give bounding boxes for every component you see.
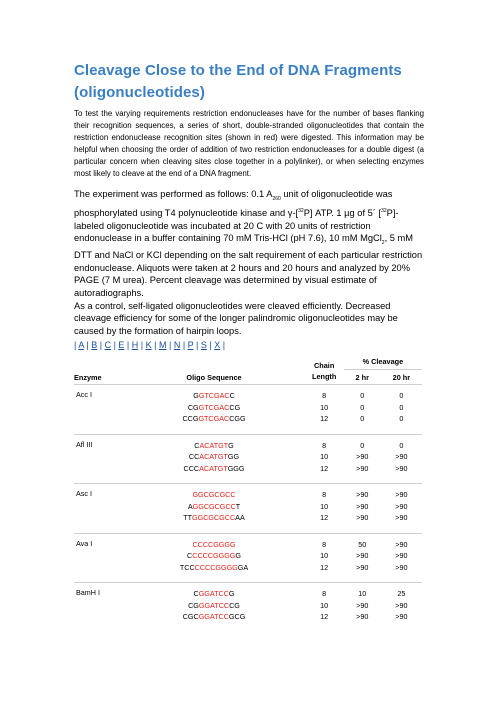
nav-link-e[interactable]: E: [118, 340, 125, 351]
flank-right: AA: [235, 513, 245, 523]
chain-length: 10: [320, 402, 329, 412]
nav-link-n[interactable]: N: [173, 340, 181, 351]
nav-separator: |: [220, 340, 226, 351]
experiment-sub-260: 260: [272, 195, 281, 202]
recognition-site: GGCGCGCC: [192, 513, 236, 523]
header-chain-length: [305, 355, 344, 385]
oligo-sequences: [123, 434, 304, 484]
enzyme-name: Acc I: [74, 385, 123, 435]
cleavage-2hr-cell: [344, 583, 381, 632]
cleavage-2hr: >90: [356, 490, 369, 500]
recognition-site: GTCGAC: [198, 414, 230, 424]
cleavage-20hr: >90: [395, 539, 408, 549]
recognition-site: ACATGT: [199, 452, 228, 462]
nav-separator: |: [97, 340, 105, 351]
recognition-site: CCCCGGGG: [192, 539, 236, 549]
oligo-sequence: [124, 550, 303, 562]
table-row: [74, 533, 422, 583]
flank-right: GGG: [227, 463, 245, 473]
cleavage-20hr-cell: [381, 385, 422, 435]
chain-length: 12: [320, 513, 329, 523]
chain-length-cell: [305, 484, 344, 534]
oligo-sequence: [124, 489, 303, 501]
recognition-site: CCCCGGGG: [192, 551, 236, 561]
nav-link-a[interactable]: A: [78, 340, 84, 351]
cleavage-20hr-cell: [381, 583, 422, 632]
enzyme-name: Ava I: [74, 533, 123, 583]
cleavage-2hr-cell: [344, 434, 381, 484]
chain-length: 10: [320, 501, 329, 511]
oligo-sequence: [124, 588, 303, 600]
oligo-sequence: [124, 402, 303, 414]
oligo-sequence: [124, 451, 303, 463]
cleavage-20hr: 0: [399, 414, 404, 424]
nav-separator: |: [193, 340, 201, 351]
chain-length-cell: [305, 434, 344, 484]
nav-separator: |: [180, 340, 188, 351]
cleavage-2hr: >90: [356, 600, 369, 610]
cleavage-2hr: >90: [356, 562, 369, 572]
table-row: [74, 484, 422, 534]
cleavage-2hr: >90: [356, 463, 369, 473]
recognition-site: CCCCGGGG: [194, 562, 238, 572]
cleavage-20hr: >90: [395, 562, 408, 572]
chain-length-cell: [305, 583, 344, 632]
cleavage-2hr-cell: [344, 533, 381, 583]
cleavage-2hr: >90: [356, 501, 369, 511]
cleavage-2hr: 10: [358, 589, 367, 599]
cleavage-20hr-cell: [381, 484, 422, 534]
cleavage-20hr: >90: [395, 612, 408, 622]
chain-length: 10: [320, 452, 329, 462]
recognition-site: GTCGAC: [198, 402, 230, 412]
flank-left: A: [187, 501, 193, 511]
cleavage-20hr: 0: [399, 402, 404, 412]
flank-left: C: [194, 440, 200, 450]
cleavage-20hr: >90: [395, 513, 408, 523]
flank-left: CCG: [182, 414, 199, 424]
experiment-text-1: The experiment was performed as follows: 0.1 A: [74, 188, 273, 199]
oligo-sequence: [124, 512, 303, 524]
cleavage-20hr: >90: [395, 551, 408, 561]
oligo-sequences: [123, 484, 304, 534]
experiment-text-4: P]-labeled oligonucleotide was incubated at 20 C with 20 units of restriction endonuclease in a buffer containing 70 mM Tris-HCl (pH 7.6), 10 mM MgCl: [74, 208, 399, 244]
cleavage-2hr: 50: [358, 539, 367, 549]
nav-link-h[interactable]: H: [131, 340, 139, 351]
oligo-sequence: [124, 611, 303, 623]
intro-paragraph: To test the varying requirements restriction endonucleases have for the number of bases flanking their recognition sequences, a series of short, double-stranded oligonucleotides that contain the restriction endonuclease recognition sites (shown in red) were digested. This information may be helpful when choosing the order of addition of two restriction endonucleases for a double digest (a particular concern when cleaving sites close together in a polylinker), or when selecting enzymes most likely to cleave at the end of a DNA fragment.: [74, 109, 424, 178]
flank-left: CC: [188, 452, 200, 462]
flank-right: G: [235, 551, 241, 561]
flank-right: GA: [237, 562, 249, 572]
chain-length: 8: [322, 490, 327, 500]
chain-length: 10: [320, 600, 329, 610]
cleavage-2hr: >90: [356, 513, 369, 523]
oligo-sequence: [124, 600, 303, 612]
page-title: [74, 60, 424, 104]
cleavage-2hr: >90: [356, 612, 369, 622]
flank-right: GCG: [228, 612, 246, 622]
header-20hr: 20 hr: [392, 373, 411, 383]
cleavage-20hr: >90: [395, 501, 408, 511]
flank-right: G: [228, 440, 234, 450]
chain-length-cell: [305, 385, 344, 435]
chain-length-cell: [305, 533, 344, 583]
flank-left: CGC: [182, 612, 199, 622]
enzyme-name: Asc I: [74, 484, 123, 534]
cleavage-20hr: 25: [397, 589, 406, 599]
table-row: [74, 385, 422, 435]
nav-link-x[interactable]: X: [214, 340, 221, 351]
chain-length: 12: [320, 414, 329, 424]
cleavage-2hr: >90: [356, 452, 369, 462]
nav-separator: |: [83, 340, 92, 351]
experiment-sub-2: 2: [381, 239, 385, 246]
recognition-site: GGATCC: [198, 600, 230, 610]
table-row: [74, 434, 422, 484]
experiment-sup-32a: 32: [298, 208, 304, 215]
nav-separator: |: [138, 340, 146, 351]
oligo-sequence: [124, 501, 303, 513]
flank-right: CG: [229, 600, 240, 610]
cleavage-2hr: 0: [360, 391, 365, 401]
nav-separator: |: [151, 340, 159, 351]
header-chain: Chain: [314, 361, 335, 371]
flank-right: C: [229, 391, 235, 401]
page-title-line1: Cleavage Close to the End of DNA Fragments: [74, 62, 402, 79]
cleavage-20hr: >90: [395, 600, 408, 610]
table-body: [74, 385, 422, 632]
nav-link-p[interactable]: P: [187, 340, 194, 351]
flank-left: CG: [188, 600, 199, 610]
header-2hr: 2 hr: [355, 373, 369, 383]
cleavage-20hr: >90: [395, 452, 408, 462]
oligo-sequences: [123, 385, 304, 435]
nav-separator: |: [206, 340, 215, 351]
recognition-site: GTCGAC: [198, 391, 230, 401]
chain-length: 8: [322, 589, 327, 599]
flank-left: TT: [183, 513, 193, 523]
page-title-line2: (oligonucleotides): [74, 84, 205, 101]
recognition-site: GGCGCGCC: [192, 501, 236, 511]
experiment-text-3: P] ATP. 1 µg of 5´ [: [303, 208, 382, 219]
cleavage-2hr: 0: [360, 402, 365, 412]
page-content: [74, 60, 424, 632]
nav-link-s[interactable]: S: [200, 340, 207, 351]
experiment-paragraph: [74, 188, 424, 299]
experiment-text-5: , 5 mM DTT and NaCl or KCl depending on the salt requirement of each particular restriction endonuclease. Aliquots were taken at 2 hours and 20 hours and analyzed by 20% PAGE (7 M urea). Percent cleavage was determined by visual estimate of autoradiographs.: [74, 233, 423, 298]
flank-left: C: [187, 551, 193, 561]
cleavage-2hr-cell: [344, 385, 381, 435]
cleavage-20hr: >90: [395, 490, 408, 500]
nav-link-b[interactable]: B: [91, 340, 98, 351]
chain-length: 12: [320, 463, 329, 473]
table-row: [74, 583, 422, 632]
recognition-site: GGATCC: [198, 589, 229, 599]
cleavage-2hr: 0: [360, 414, 365, 424]
cleavage-20hr-cell: [381, 434, 422, 484]
enzyme-name: BamH I: [74, 583, 123, 632]
header-enzyme: Enzyme: [74, 373, 102, 383]
oligo-sequences: [123, 533, 304, 583]
flank-left: G: [193, 391, 199, 401]
cleavage-2hr: >90: [356, 551, 369, 561]
oligo-sequence: [124, 463, 303, 475]
flank-right: T: [235, 501, 241, 511]
nav-link-c[interactable]: C: [104, 340, 112, 351]
oligo-sequence: [124, 562, 303, 574]
nav-separator: |: [111, 340, 119, 351]
chain-length: 12: [320, 612, 329, 622]
cleavage-table: [74, 355, 422, 632]
cleavage-2hr-cell: [344, 484, 381, 534]
chain-length: 12: [320, 562, 329, 572]
chain-length: 10: [320, 551, 329, 561]
recognition-site: ACATGT: [199, 463, 228, 473]
recognition-site: ACATGT: [199, 440, 229, 450]
header-length: Length: [312, 372, 337, 382]
alphabet-nav: [74, 340, 424, 351]
chain-length: 8: [322, 539, 327, 549]
enzyme-name: Afl III: [74, 434, 123, 484]
chain-length: 8: [322, 440, 327, 450]
cleavage-20hr: >90: [395, 463, 408, 473]
flank-right: G: [228, 589, 235, 599]
flank-right: CGG: [229, 414, 246, 424]
oligo-sequences: [123, 583, 304, 632]
cleavage-20hr-cell: [381, 533, 422, 583]
control-paragraph: As a control, self-ligated oligonucleotides were cleaved efficiently. Decreased cleavage efficiency for some of the longer palindromic oligonucleotides may be caused by the formation of hairpin loops.: [74, 300, 398, 336]
header-percent-cleavage: % Cleavage: [344, 355, 422, 370]
oligo-sequence: [124, 390, 303, 402]
header-oligo-sequence: Oligo Sequence: [186, 373, 242, 383]
oligo-sequence: [124, 539, 303, 551]
recognition-site: GGATCC: [198, 612, 229, 622]
nav-link-k[interactable]: K: [145, 340, 152, 351]
nav-separator: |: [166, 340, 174, 351]
cleavage-20hr: 0: [399, 391, 404, 401]
flank-right: GG: [227, 452, 240, 462]
flank-right: CG: [229, 402, 241, 412]
flank-left: CCC: [183, 463, 200, 473]
flank-left: TCC: [179, 562, 195, 572]
nav-link-m[interactable]: M: [158, 340, 167, 351]
experiment-sup-32b: 32: [381, 208, 387, 215]
oligo-sequence: [124, 440, 303, 452]
nav-separator: |: [124, 340, 132, 351]
recognition-site: GGCGCGCC: [192, 490, 236, 500]
flank-left: C: [193, 589, 199, 599]
experiment-text-2: unit of oligonucleotide was phosphorylated using T4 polynucleotide kinase and γ-[: [74, 188, 393, 219]
flank-left: CG: [187, 402, 199, 412]
nav-separator: |: [74, 340, 79, 351]
cleavage-2hr: 0: [360, 440, 365, 450]
chain-length: 8: [322, 391, 327, 401]
cleavage-20hr: 0: [399, 440, 404, 450]
oligo-sequence: [124, 413, 303, 425]
